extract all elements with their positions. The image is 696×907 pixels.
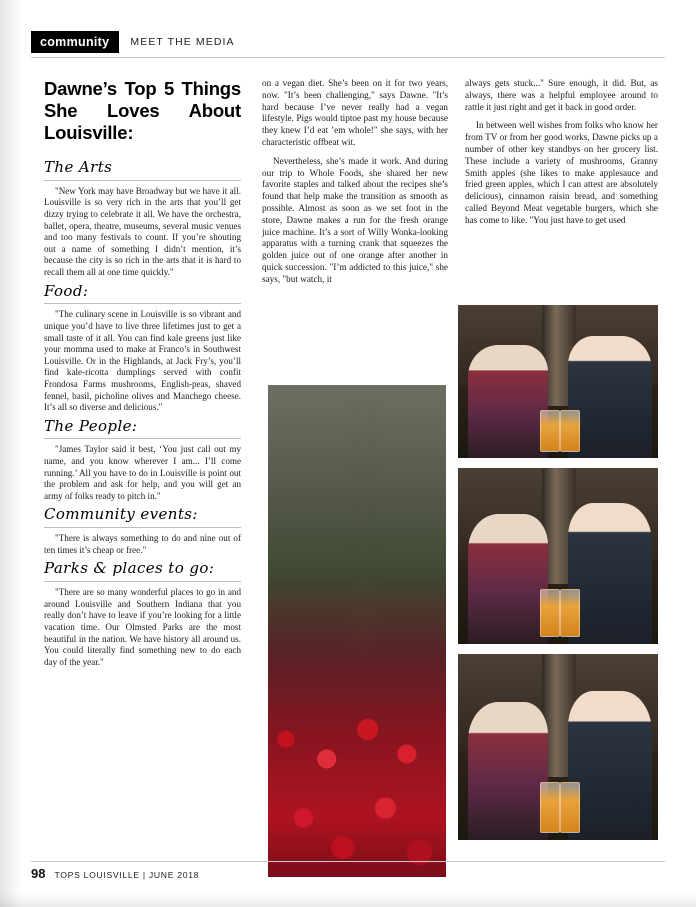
photo-drink-glass (560, 782, 580, 832)
page-number: 98 (31, 866, 46, 881)
list-item (44, 158, 241, 279)
divider (44, 581, 241, 582)
paragraph: on a vegan diet. She’s been on it for two years, now. "It’s been challenging," says Dawne. "It’s hard because I’ve never really had a vegan lifestyle. Pigs would tiptoe past my house because they knew I’d eat ’em whole!" she says, with her characteristic offbeat wit. (262, 78, 448, 147)
list-item (44, 505, 241, 556)
scan-shadow-bottom (0, 891, 696, 907)
footer (31, 866, 199, 881)
sidebar-column (44, 78, 241, 675)
paragraph: In between well wishes from folks who know her from TV or from her good works, Dawne picks up a number of other key standbys on her grocery list. These include a variety of mushrooms, Granny Smith apples (she likes to make applesauce and fried green apples, which I can attest are absolutely delicious), cinnamon raisin bread, and something called Beyond Meat vegetable burgers, which she has come to like. "You just have to get used (465, 120, 658, 225)
photo-scene (458, 468, 658, 644)
sidebar-item-title: Community events: (44, 505, 198, 524)
sidebar-item-body: "There is always something to do and nine out of ten times it’s cheap or free." (44, 533, 241, 555)
section-kicker: community (31, 31, 119, 54)
page-header (31, 30, 665, 54)
photo-drink-glass (560, 589, 580, 637)
list-item (44, 281, 241, 414)
sidebar-item-body: "New York may have Broadway but we have it all. Louisville is so very rich in the arts that you’ll get dizzy trying to celebrate it all. We have the orchestra, ballet, opera, theatre, museums, several music venues and too many festivals to count. If you’re shouting out a name of something I didn’t mention, it’s because the city is so rich in the arts that it is hard to recall them all at one time quickly." (44, 185, 241, 277)
sidebar-item-body: "James Taylor said it best, ‘You just call out my name, and you know wherever I am... I’ll come running.’ All you have to do in Louisville is point out the problem and ask for help, and you will get an army of folks ready to pitch in." (44, 444, 241, 501)
list-item (44, 559, 241, 668)
photo-drink-glass (540, 782, 560, 832)
section-subtitle: MEET THE MEDIA (130, 35, 235, 48)
photo-person-left (468, 702, 548, 840)
photo-flowers (268, 385, 446, 877)
paragraph: Nevertheless, she’s made it work. And during our trip to Whole Foods, she shared her new favorite staples and talked about the recipes she’s found that help make the transition as smooth as possible. Almost as soon as we set foot in the store, Dawne makes a run for the fresh orange juice machine. It’s a sort of Willy Wonka-looking apparatus with a turning crank that squeezes the golden juice out of one orange after another in quick succession. "I’m addicted to this juice," she says, "but watch, it (262, 155, 448, 284)
photo-drink-glass (540, 589, 560, 637)
photo-person-left (468, 514, 548, 644)
divider (44, 303, 241, 304)
body-column-3 (465, 78, 658, 234)
footer-divider (31, 861, 665, 862)
sidebar-item-body: "There are so many wonderful places to go in and around Louisville and Southern Indiana that you really don’t have to leave if you’re looking for a little vacation time. Our Olmsted Parks are the most beautiful in the nation. We have history all around us. You could literally find something new to do each day of the year." (44, 587, 241, 667)
photo-person-right (568, 503, 652, 644)
sidebar-item-title: The Arts (44, 158, 113, 176)
photo-drink-glass (540, 410, 560, 452)
photo-scene (458, 305, 658, 458)
couple-toasting-photo-1 (458, 305, 658, 458)
sidebar-item-title: The People: (44, 416, 138, 435)
paragraph: always gets stuck..." Sure enough, it did. But, as always, there was a helpful employee around to rattle it just right and get it back in good order. (465, 78, 658, 112)
divider (44, 527, 241, 528)
sidebar-item-title: Parks & places to go: (44, 559, 215, 578)
list-item (44, 416, 241, 503)
sidebar-item-body: "The culinary scene in Louisville is so vibrant and unique you’d have to live three lifetimes just to get a small taste of it all. You can find kale greens just like your momma used to make at Franco’s in Southwest Louisville. Or in the Highlands, at Jack Fry’s, you’ll find kale-ricotta dumplings served with confit Frondosa Farms mushrooms, English-peas, shaved fennel, basil, picholine olives and Manchego cheese. It’s all so diverse and delicious." (44, 309, 241, 413)
photo-scene (458, 654, 658, 840)
body-column-2 (262, 78, 448, 293)
sidebar-item-title: Food: (44, 281, 89, 300)
divider (44, 180, 241, 181)
flower-garden-photo (268, 385, 446, 877)
couple-toasting-photo-3 (458, 654, 658, 840)
photo-person-right (568, 336, 652, 458)
photo-person-left (468, 345, 548, 458)
scan-shadow-left (0, 0, 22, 907)
page-title: Dawne’s Top 5 Things She Loves About Louisville: (44, 78, 241, 143)
photo-drink-glass (560, 410, 580, 452)
divider (44, 438, 241, 439)
couple-toasting-photo-2 (458, 468, 658, 644)
photo-person-right (568, 691, 652, 840)
header-divider (31, 57, 665, 58)
publication-label: TOPS LOUISVILLE | JUNE 2018 (54, 870, 200, 880)
